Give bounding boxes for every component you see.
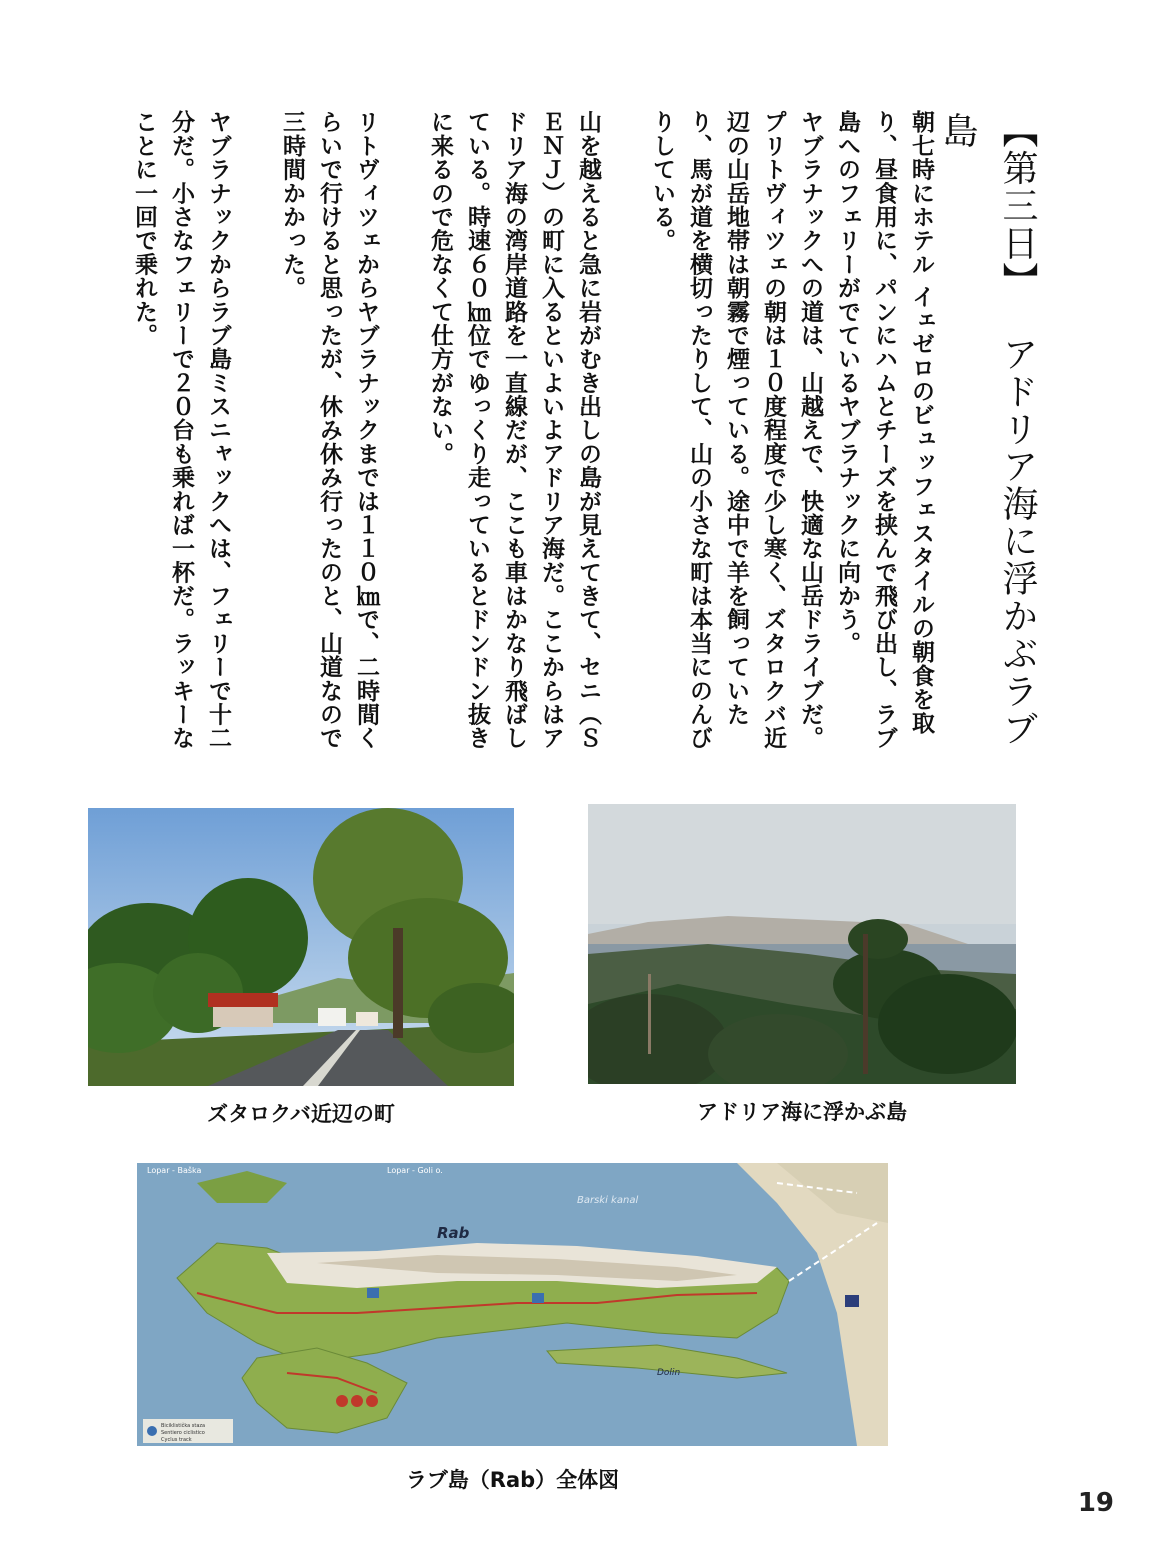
- map-ferry-label: Lopar - Goli o.: [387, 1166, 443, 1175]
- photo-village-road: [88, 808, 514, 1086]
- paragraph: 朝七時にホテル イェゼロのビュッフェスタイルの朝食を取り、昼食用に、パンにハムとチーズを挟んで飛び出し、ラブ島へのフェリーがでているヤブラナックに向かう。: [834, 110, 935, 750]
- body-text: [131, 110, 940, 774]
- map-islet-label: Dolin: [657, 1368, 681, 1378]
- section-title: アドリア海に浮かぶラブ島: [937, 112, 1038, 748]
- section-heading: [937, 112, 1047, 752]
- map-ferry-label: Lopar - Baška: [147, 1166, 202, 1175]
- map-caption: ラブ島（Rab）全体図: [405, 1468, 620, 1492]
- photo-caption: ズタロクバ近辺の町: [207, 1102, 395, 1126]
- paragraph: ヤブラナックからラブ島ミスニャックへは、フェリーで十二分だ。小さなフェリーで２０台も乗れば一杯だ。ラッキーなことに一回で乗れた。: [131, 110, 232, 750]
- map-rab-island: [137, 1163, 888, 1446]
- map-legend-text: Sentiero ciclistico: [161, 1430, 205, 1436]
- day-label: 【第三日】: [997, 112, 1038, 300]
- paragraph: 山を越えると急に岩がむき出しの島が見えてきて、セニ（ＳＥＮＪ）の町に入るといよいよアドリア海だ。ここからはアドリア海の湾岸道路を一直線だが、ここも車はかなり飛ばしている。時速６０㎞位でゆっくり走っているとドンドン抜きに来るので危なくて仕方がない。: [427, 110, 602, 750]
- paragraph: リトヴィツェからヤブラナックまでは１１０㎞で、二時間くらいで行けると思ったが、休み休み行ったのと、山道なので 三時間かかった。: [279, 110, 380, 774]
- map-island-label: Rab: [437, 1224, 470, 1242]
- map-channel-label: Barski kanal: [577, 1195, 639, 1206]
- photo-caption: アドリア海に浮かぶ島: [697, 1100, 907, 1124]
- map-legend-text: Cyclus track: [161, 1437, 192, 1443]
- paragraph: ヤブラナックへの道は、山越えで、快適な山岳ドライブだ。プリトヴィツェの朝は１０度程度で少し寒く、ズタロクバ近辺の山岳地帯は朝霧で煙っている。途中で羊を飼っていたり、馬が道を横切ったりして、山の小さな町は本当にのんびりしている。: [649, 110, 824, 750]
- photo-adriatic-island: [588, 804, 1016, 1084]
- page-number: 19: [1077, 1488, 1114, 1518]
- map-legend-text: Biciklistička staza: [161, 1423, 206, 1429]
